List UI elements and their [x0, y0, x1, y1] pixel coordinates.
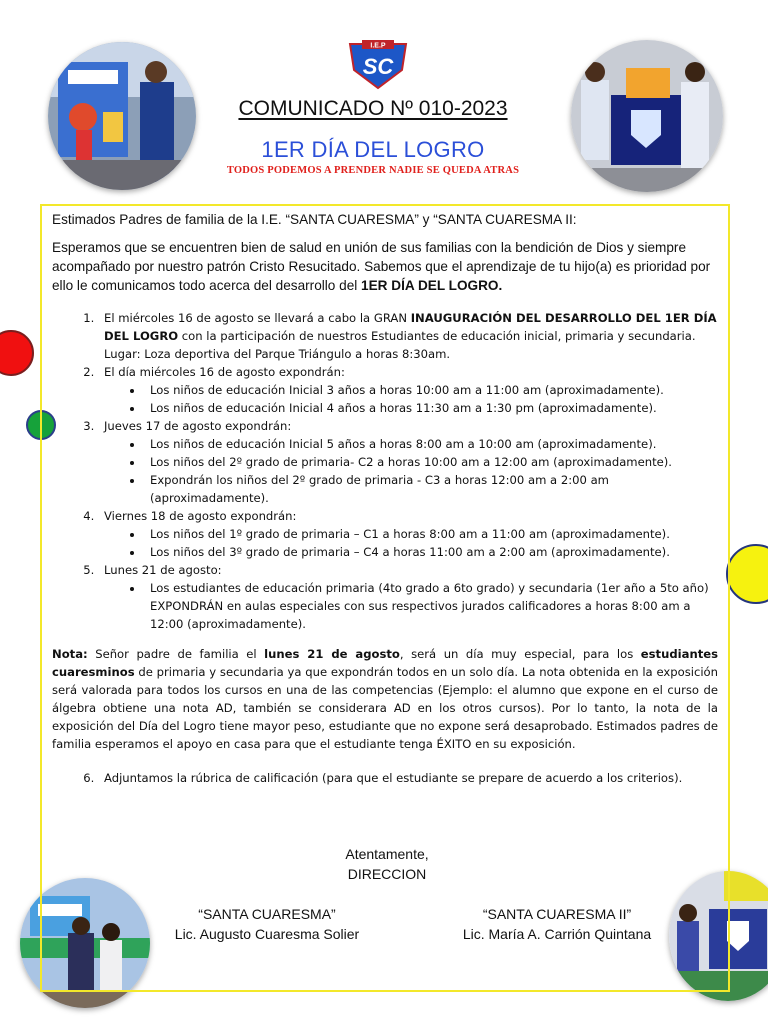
event-bullet: • Los niños del 1º grado de primaria – C1 a horas 8:00 am a 11:00 am (aproximadamente).: [144, 525, 718, 543]
event-bullet: • Los estudiantes de educación primaria (4to grado a 6to grado) y secundaria (1er año a 5to año) EXPONDRÁN en aulas especiales con sus respectivos jurados calificadores a horas 8:00 am a 12:00 (aproximadamente).: [144, 579, 718, 633]
event-bullets: [104, 579, 718, 633]
note-text-3: de primaria y secundaria ya que expondrán todos en un solo día. La nota obtenida en la exposición será valorada para todos los cursos en una de las competencias (Ejemplo: el alumno que expone en el curso de álgebra obtiene una nota AD, también se considerara AD en los otros cursos). Por lo tanto, la nota de la exposición del Día del Logro tiene mayor peso, estudiante que no expone será desaprobado. Estimados padres de familia esperamos el apoyo en casa para que el estudiante tenga ÉXITO en su exposición.: [52, 665, 718, 751]
event-item: [98, 363, 718, 417]
events-list: [52, 309, 718, 633]
event-bullet: • Los niños de educación Inicial 4 años a horas 11:30 am a 1:30 pm (aproximadamente).: [144, 399, 718, 417]
event-item: [98, 561, 718, 633]
signature-name: Lic. Augusto Cuaresma Solier: [174, 926, 360, 942]
event-item: [98, 417, 718, 507]
note-bold-date: lunes 21 de agosto: [264, 647, 400, 661]
closing-line: Atentamente,: [345, 846, 429, 862]
event-item: [98, 309, 718, 363]
logo-text: I.E.P: [370, 42, 386, 50]
intro-text: Esperamos que se encuentren bien de salud en unión de sus familias con la bendición de Dios y siempre acompañado por nuestro patrón Cristo Resucitado. Sabemos que el aprendizaje de tu hijo(a) es prioridad por ello le comunicamos todo acerca del desarrollo del: [52, 240, 711, 293]
signature-left: [162, 904, 372, 944]
greeting: Estimados Padres de familia de la I.E. “SANTA CUARESMA” y “SANTA CUARESMA II:: [52, 212, 577, 227]
signature-name: Lic. María A. Carrión Quintana: [462, 926, 652, 942]
event-bullet: • Expondrán los niños del 2º grado de primaria - C3 a horas 12:00 am a 2:00 am (aproximadamente).: [144, 471, 718, 507]
event-rest: con la participación de nuestros Estudiantes de educación inicial, primaria y secundaria. Lugar: Loza deportiva del Parque Triángulo a horas 8:30am.: [104, 329, 696, 361]
school-logo: [346, 40, 410, 90]
annex-list: [52, 769, 718, 787]
signature-school: “SANTA CUARESMA II”: [482, 906, 632, 922]
intro-bold: 1ER DÍA DEL LOGRO.: [361, 278, 503, 293]
event-item: [98, 507, 718, 561]
event-bullets: [104, 435, 718, 507]
intro-paragraph: [52, 238, 718, 295]
note-text-2: , será un día muy especial, para los: [399, 647, 641, 661]
event-title: 1ER DÍA DEL LOGRO: [261, 137, 485, 162]
note-label: Nota:: [52, 647, 88, 661]
event-bullet: • Los niños de educación Inicial 3 años a horas 10:00 am a 11:00 am (aproximadamente).: [144, 381, 718, 399]
note-bold-students: estudiantes cuaresminos: [52, 647, 718, 679]
event-lead: El miércoles 16 de agosto se llevará a cabo la GRAN: [104, 311, 411, 325]
note-paragraph: [52, 645, 718, 753]
event-lead: Viernes 18 de agosto expondrán:: [104, 509, 297, 523]
event-lead: Lunes 21 de agosto:: [104, 563, 222, 577]
event-bullet: • Los niños de educación Inicial 5 años a horas 8:00 am a 10:00 am (aproximadamente).: [144, 435, 718, 453]
signature-school: “SANTA CUARESMA”: [198, 906, 336, 922]
logo-initials: SC: [362, 54, 394, 79]
decorative-yellow-dot: [726, 544, 768, 604]
event-lead: Jueves 17 de agosto expondrán:: [104, 419, 292, 433]
note-text-1: Señor padre de familia el: [87, 647, 265, 661]
document-body: [40, 204, 730, 992]
comunicado-number: COMUNICADO Nº 010-2023: [238, 97, 508, 120]
event-bullets: [104, 525, 718, 561]
event-bullets: [104, 381, 718, 417]
event-bold: INAUGURACIÓN DEL DESARROLLO DEL 1ER DÍA DEL LOGRO: [104, 311, 717, 343]
slogan: TODOS PODEMOS A PRENDER NADIE SE QUEDA ATRAS: [226, 165, 520, 176]
annex-item: 6. Adjuntamos la rúbrica de calificación (para que el estudiante se prepare de acuerdo a los criterios).: [98, 769, 718, 787]
closing-block: [42, 844, 732, 884]
event-bullet: • Los niños del 2º grado de primaria- C2 a horas 10:00 am a 12:00 am (aproximadamente).: [144, 453, 718, 471]
event-bullet: • Los niños del 3º grado de primaria – C4 a horas 11:00 am a 2:00 am (aproximadamente).: [144, 543, 718, 561]
event-lead: El día miércoles 16 de agosto expondrán:: [104, 365, 345, 379]
decorative-red-dot: [0, 330, 34, 376]
closing-direction: DIRECCION: [347, 866, 427, 882]
signature-right: [442, 904, 672, 944]
